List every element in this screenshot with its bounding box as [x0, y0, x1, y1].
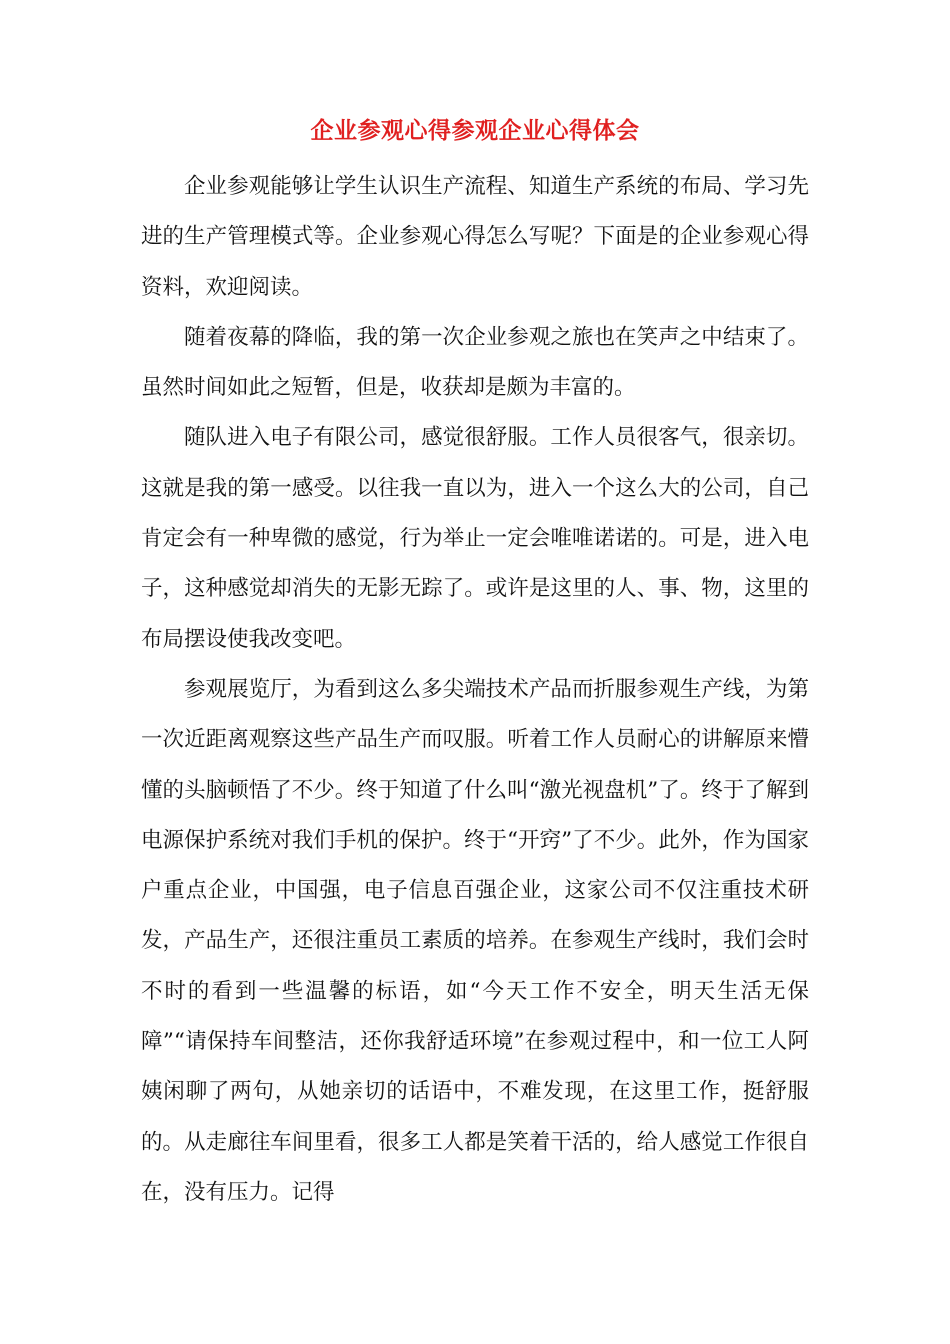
paragraph-first-impression: 随队进入电子有限公司，感觉很舒服。工作人员很客气，很亲切。这就是我的第一感受。以往我一直以为，进入一个这么大的公司，自己肯定会有一种卑微的感觉，行为举止一定会唯唯诺诺的。可是，进入电子，这种感觉却消失的无影无踪了。或许是这里的人、事、物，这里的布局摆设使我改变吧。	[141, 425, 809, 652]
document-body	[141, 162, 809, 1218]
paragraph-intro: 企业参观能够让学生认识生产流程、知道生产系统的布局、学习先进的生产管理模式等。企业参观心得怎么写呢？下面是的企业参观心得资料，欢迎阅读。	[141, 174, 809, 300]
document-title: 企业参观心得参观企业心得体会	[310, 117, 640, 144]
paragraph-exhibition-hall: 参观展览厅，为看到这么多尖端技术产品而折服参观生产线，为第一次近距离观察这些产品生产而叹服。听着工作人员耐心的讲解原来懵懂的头脑顿悟了不少。终于知道了什么叫“激光视盘机”了。终于了解到电源保护系统对我们手机的保护。终于“开窍”了不少。此外，作为国家户重点企业，中国强，电子信息百强企业，这家公司不仅注重技术研发，产品生产，还很注重员工素质的培养。在参观生产线时，我们会时不时的看到一些温馨的标语，如“今天工作不安全，明天生活无保障”“请保持车间整洁，还你我舒适环境”在参观过程中，和一位工人阿姨闲聊了两句，从她亲切的话语中，不难发现，在这里工作，挺舒服的。从走廊往车间里看，很多工人都是笑着干活的，给人感觉工作很自在，没有压力。记得	[141, 676, 809, 1205]
paragraph-visit-end: 随着夜幕的降临，我的第一次企业参观之旅也在笑声之中结束了。虽然时间如此之短暂，但是，收获却是颇为丰富的。	[141, 324, 809, 401]
